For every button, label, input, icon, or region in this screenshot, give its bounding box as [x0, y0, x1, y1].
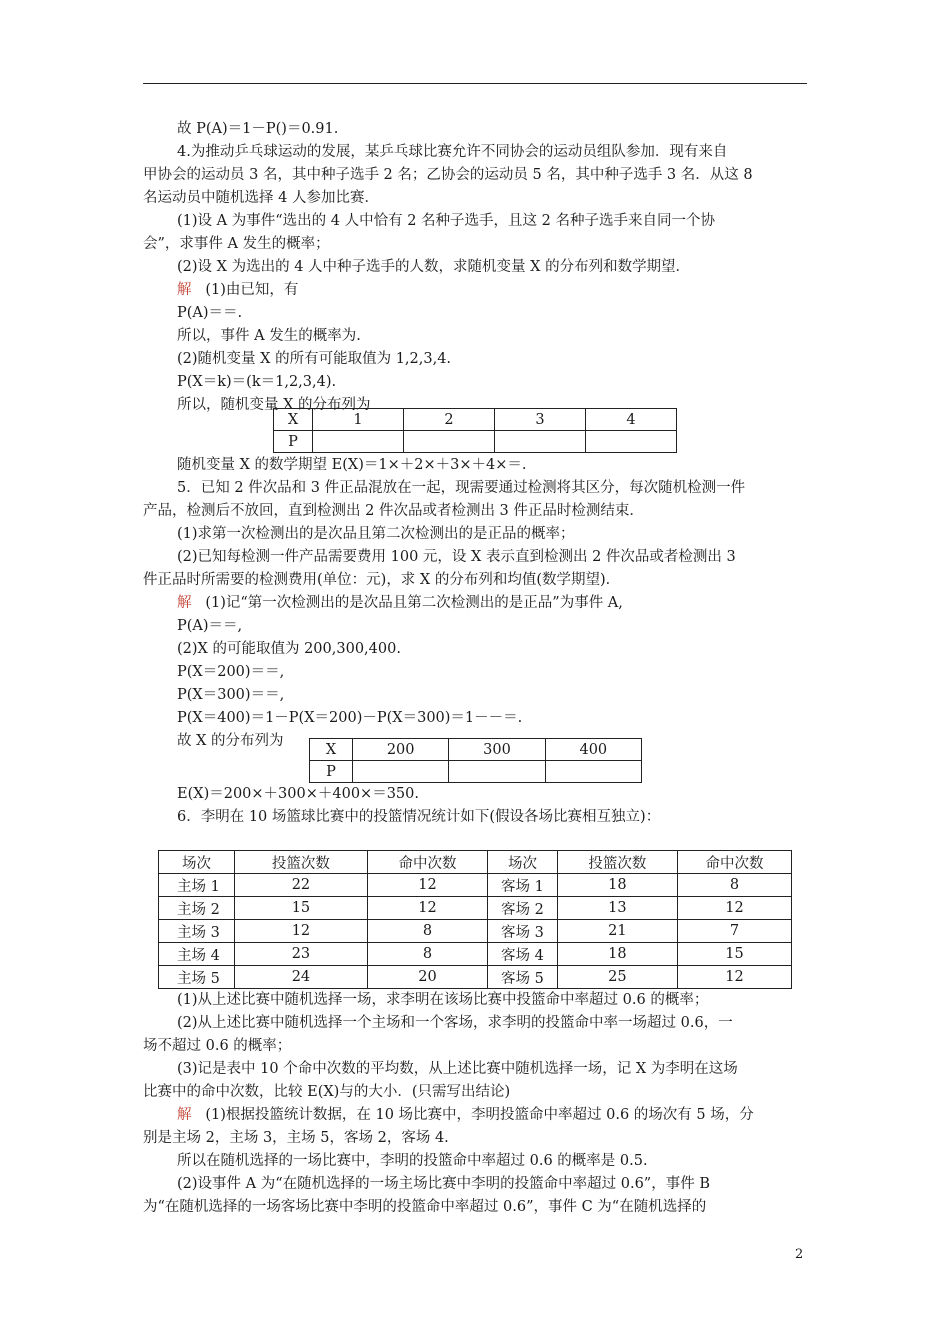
table-cell: 8	[678, 874, 792, 897]
table-cell: 200	[353, 739, 449, 761]
text-line: (2)随机变量 X 的所有可能取值为 1,2,3,4.	[177, 351, 452, 367]
text-line: (1)设 A 为事件“选出的 4 人中恰有 2 名种子选手，且这 2 名种子选手来自同一个协	[177, 213, 715, 229]
table-cell: 21	[557, 920, 677, 943]
table-cell: 18	[557, 943, 677, 966]
table-cell: 主场 4	[159, 943, 235, 966]
text-line: 5．已知 2 件次品和 3 件正品混放在一起，现需要通过检测将其区分，每次随机检测一件	[177, 480, 746, 496]
table-cell: P	[274, 431, 313, 453]
table-cell: 18	[557, 874, 677, 897]
text-line: (2)X 的可能取值为 200,300,400.	[177, 641, 401, 657]
table-cell: 20	[367, 966, 487, 989]
text-line: 产品，检测后不放回，直到检测出 2 件次品或者检测出 3 件正品时检测结束．	[143, 503, 644, 519]
text-line: P(X＝k)＝(k＝1,2,3,4).	[177, 374, 337, 390]
text-line: (2)设 X 为选出的 4 人中种子选手的人数，求随机变量 X 的分布列和数学期望．	[177, 259, 691, 275]
text-line: (2)从上述比赛中随机选择一个主场和一个客场，求李明的投篮命中率一场超过 0.6，一	[177, 1015, 733, 1031]
text-line: P(A)＝＝.	[177, 305, 243, 321]
table-cell: 1	[313, 409, 404, 431]
table-cell: 2	[404, 409, 495, 431]
text-line: 为“在随机选择的一场客场比赛中李明的投篮命中率超过 0.6”，事件 C 为“在随机选择的	[143, 1199, 707, 1215]
table-header: 场次	[159, 851, 235, 874]
table-cell	[404, 431, 495, 453]
table-row	[159, 966, 792, 989]
table-cell	[545, 761, 641, 783]
text-line: 故 X 的分布列为	[177, 733, 284, 749]
table-cell: 4	[586, 409, 677, 431]
table-header: 投篮次数	[234, 851, 367, 874]
text-line: 名运动员中随机选择 4 人参加比赛．	[143, 190, 379, 206]
text-line: P(X＝400)＝1－P(X＝200)－P(X＝300)＝1－－＝.	[177, 710, 523, 726]
table-cell: 主场 1	[159, 874, 235, 897]
text-line: P(A)＝＝,	[177, 618, 243, 634]
table-header: 场次	[488, 851, 558, 874]
text-line: 所以，随机变量 X 的分布列为	[177, 397, 371, 413]
text-line: 场不超过 0.6 的概率；	[143, 1038, 292, 1054]
solution-marker: 解	[177, 595, 192, 611]
table-cell: 8	[367, 943, 487, 966]
text-line: 所以，事件 A 发生的概率为.	[177, 328, 361, 344]
solution-marker: 解	[177, 1107, 192, 1123]
table-row	[159, 874, 792, 897]
text-line: E(X)＝200×＋300×＋400×＝350.	[177, 786, 419, 802]
text-line: 别是主场 2，主场 3，主场 5，客场 2，客场 4.	[143, 1130, 449, 1146]
text-line: 故 P(A)＝1－P()＝0.91.	[177, 121, 339, 137]
text-line: 随机变量 X 的数学期望 E(X)＝1×＋2×＋3×＋4×＝.	[177, 457, 527, 473]
distribution-table-2	[309, 738, 642, 783]
text-line: (2)设事件 A 为“在随机选择的一场主场比赛中李明的投篮命中率超过 0.6”，事件 B	[177, 1176, 710, 1192]
table-cell: X	[310, 739, 353, 761]
text-line: (1)求第一次检测出的是次品且第二次检测出的是正品的概率；	[177, 526, 575, 542]
stats-table	[158, 850, 792, 989]
table-cell: 3	[495, 409, 586, 431]
solution-line: 解 (1)根据投篮统计数据，在 10 场比赛中，李明投篮命中率超过 0.6 的场次有 5 场，分	[177, 1107, 754, 1123]
text-line: (1)从上述比赛中随机选择一场，求李明在该场比赛中投篮命中率超过 0.6 的概率；	[177, 992, 709, 1008]
table-cell: 客场 3	[488, 920, 558, 943]
table-cell: X	[274, 409, 313, 431]
header-rule	[143, 83, 807, 84]
table-cell	[586, 431, 677, 453]
solution-line: 解 (1)由已知，有	[177, 282, 299, 298]
table-row	[159, 897, 792, 920]
table-cell: 15	[234, 897, 367, 920]
text-line: P(X＝300)＝＝,	[177, 687, 285, 703]
table-cell: 400	[545, 739, 641, 761]
text-line: 所以在随机选择的一场比赛中，李明的投篮命中率超过 0.6 的概率是 0.5.	[177, 1153, 648, 1169]
table-row	[159, 943, 792, 966]
table-cell: 客场 2	[488, 897, 558, 920]
text-line: 件正品时所需要的检测费用(单位：元)，求 X 的分布列和均值(数学期望)．	[143, 572, 621, 588]
table-cell: 客场 1	[488, 874, 558, 897]
table-cell: 12	[367, 874, 487, 897]
table-cell	[495, 431, 586, 453]
table-header: 命中次数	[367, 851, 487, 874]
table-cell: 24	[234, 966, 367, 989]
table-cell: 客场 4	[488, 943, 558, 966]
table-cell: 12	[234, 920, 367, 943]
table-header-row	[159, 851, 792, 874]
text-line: P(X＝200)＝＝,	[177, 664, 285, 680]
table-cell: 300	[449, 739, 545, 761]
solution-line: 解 (1)记“第一次检测出的是次品且第二次检测出的是正品”为事件 A,	[177, 595, 623, 611]
table-header: 命中次数	[678, 851, 792, 874]
table-header: 投篮次数	[557, 851, 677, 874]
text-line: 4.为推动乒乓球运动的发展，某乒乓球比赛允许不同协会的运动员组队参加．现有来自	[177, 144, 728, 160]
table-cell: 12	[678, 966, 792, 989]
table-cell: 12	[678, 897, 792, 920]
table-cell: 12	[367, 897, 487, 920]
text-line: 甲协会的运动员 3 名，其中种子选手 2 名；乙协会的运动员 5 名，其中种子选手 3 名．从这 8	[143, 167, 753, 183]
table-cell: 13	[557, 897, 677, 920]
table-cell: 主场 5	[159, 966, 235, 989]
table-cell: 客场 5	[488, 966, 558, 989]
table-cell	[353, 761, 449, 783]
text-line: (2)已知每检测一件产品需要费用 100 元，设 X 表示直到检测出 2 件次品或者检测出 3	[177, 549, 736, 565]
table-cell: 15	[678, 943, 792, 966]
text-line: 会”，求事件 A 发生的概率；	[143, 236, 330, 252]
text-line: 6．李明在 10 场篮球比赛中的投篮情况统计如下(假设各场比赛相互独立)：	[177, 809, 661, 825]
table-cell: 主场 3	[159, 920, 235, 943]
table-cell: 22	[234, 874, 367, 897]
table-row	[159, 920, 792, 943]
text-line: 比赛中的命中次数，比较 E(X)与的大小．(只需写出结论)	[143, 1084, 511, 1100]
table-cell: 8	[367, 920, 487, 943]
text-line: (3)记是表中 10 个命中次数的平均数，从上述比赛中随机选择一场，记 X 为李明在这场	[177, 1061, 738, 1077]
solution-marker: 解	[177, 282, 192, 298]
distribution-table-1	[273, 408, 677, 453]
table-cell: 25	[557, 966, 677, 989]
table-cell: 7	[678, 920, 792, 943]
table-cell: 主场 2	[159, 897, 235, 920]
table-cell: 23	[234, 943, 367, 966]
table-cell: P	[310, 761, 353, 783]
table-cell	[449, 761, 545, 783]
page-number: 2	[795, 1247, 804, 1262]
table-cell	[313, 431, 404, 453]
